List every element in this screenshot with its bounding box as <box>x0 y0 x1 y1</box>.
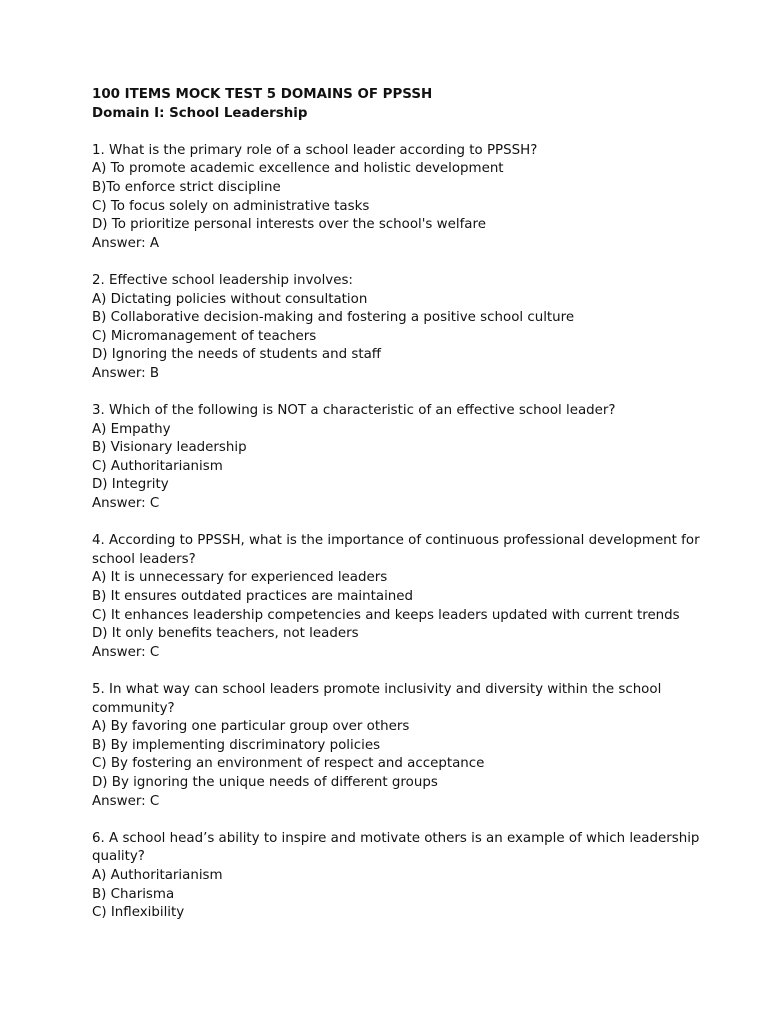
option-d: D) By ignoring the unique needs of different groups <box>92 774 438 790</box>
question-text: 1. What is the primary role of a school leader according to PPSSH? <box>92 142 538 158</box>
option-b: B) Visionary leadership <box>92 440 247 456</box>
spacer <box>92 123 692 142</box>
answer-line: Answer: A <box>92 235 160 251</box>
question-text-line-1: 5. In what way can school leaders promote inclusivity and diversity within the school <box>92 682 662 697</box>
question-block-4 <box>92 532 700 662</box>
option-b: B) Collaborative decision-making and fostering a positive school culture <box>92 310 575 326</box>
option-a: A) It is unnecessary for experienced leaders <box>92 570 388 586</box>
spacer <box>92 514 692 533</box>
spacer <box>92 253 692 272</box>
answer-line: Answer: C <box>92 644 160 660</box>
question-block-5 <box>92 681 692 811</box>
option-a: A) Dictating policies without consultation <box>92 291 368 307</box>
question-block-6 <box>92 830 700 923</box>
spacer <box>92 662 692 681</box>
option-d: D) To prioritize personal interests over the school's welfare <box>92 217 486 233</box>
option-a: A) Authoritarianism <box>92 867 223 883</box>
option-a: A) Empathy <box>92 421 171 437</box>
option-c: C) Authoritarianism <box>92 458 223 474</box>
option-a: A) To promote academic excellence and holistic development <box>92 161 504 177</box>
answer-line: Answer: C <box>92 496 160 512</box>
option-c: C) Micromanagement of teachers <box>92 328 317 344</box>
document-title: 100 ITEMS MOCK TEST 5 DOMAINS OF PPSSH <box>92 87 433 102</box>
question-text-line-1: 4. According to PPSSH, what is the importance of continuous professional development for <box>92 533 700 549</box>
option-c: C) Inflexibility <box>92 905 185 921</box>
spacer <box>92 384 692 403</box>
question-text: 2. Effective school leadership involves: <box>92 272 353 288</box>
option-d: D) Ignoring the needs of students and staff <box>92 347 382 363</box>
option-c: C) To focus solely on administrative tasks <box>92 198 370 214</box>
question-text-line-2: community? <box>92 700 175 716</box>
option-d: D) It only benefits teachers, not leaders <box>92 626 359 642</box>
spacer <box>92 811 692 830</box>
option-b: B) By implementing discriminatory policies <box>92 737 381 753</box>
answer-line: Answer: C <box>92 793 160 809</box>
option-c: C) By fostering an environment of respect and acceptance <box>92 756 485 772</box>
question-text-line-1: 6. A school head’s ability to inspire and motivate others is an example of which leadership <box>92 830 700 846</box>
option-b: B)To enforce strict discipline <box>92 179 281 195</box>
answer-line: Answer: B <box>92 365 160 381</box>
option-c: C) It enhances leadership competencies and keeps leaders updated with current trends <box>92 607 680 623</box>
document-subtitle: Domain I: School Leadership <box>92 105 308 121</box>
question-text: 3. Which of the following is NOT a characteristic of an effective school leader? <box>92 403 616 419</box>
option-a: A) By favoring one particular group over others <box>92 719 410 735</box>
question-block-1 <box>92 142 692 254</box>
question-text-line-2: school leaders? <box>92 551 196 567</box>
option-b: B) It ensures outdated practices are maintained <box>92 589 414 605</box>
option-b: B) Charisma <box>92 886 175 902</box>
option-d: D) Integrity <box>92 477 169 493</box>
document-page <box>92 86 700 923</box>
question-text-line-2: quality? <box>92 849 145 865</box>
question-block-3 <box>92 402 692 514</box>
question-block-2 <box>92 272 692 384</box>
